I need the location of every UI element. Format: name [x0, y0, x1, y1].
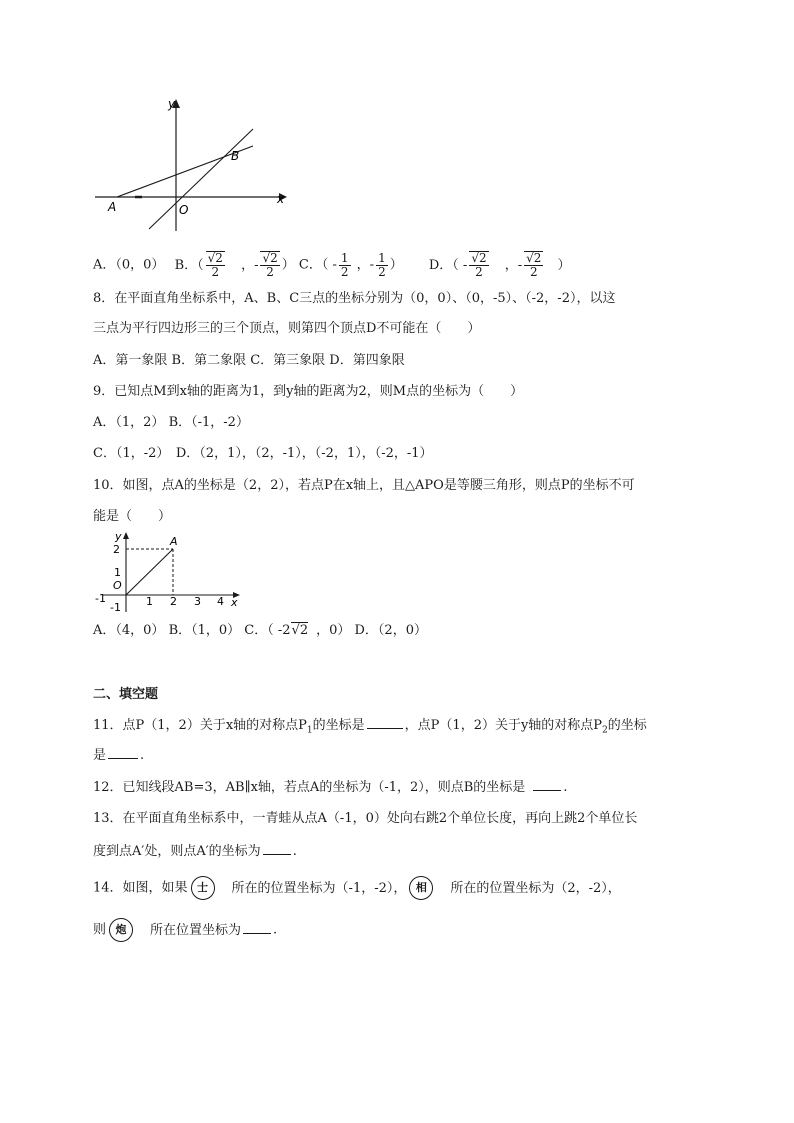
tick-ym1: -1: [110, 601, 121, 614]
q10-options-ab: A．（4，0） B．（1，0） C．（ -2: [93, 623, 291, 638]
q11-text-a: 11．点P（1，2）关于x轴的对称点P: [93, 718, 307, 733]
figure-q7-axes: [93, 96, 293, 236]
tick-xm1: -1: [95, 592, 106, 605]
q11-text-e: 是: [93, 748, 107, 763]
tick-x4: 4: [217, 595, 224, 608]
tick-x1: 1: [146, 595, 153, 608]
q7-option-a: A．（0，0）: [93, 257, 165, 273]
tick-x3: 3: [194, 595, 201, 608]
chess-piece-shi-icon: 士: [191, 876, 215, 900]
q11-sub2: 2: [602, 725, 608, 736]
q7-b-mid: ，-: [241, 257, 259, 273]
q13-line1: 13．在平面直角坐标系中，一青蛙从点A（-1，0）处向右跳2个单位长度，再向上跳2个单位长: [93, 811, 638, 826]
q13-line2: [93, 842, 297, 861]
q7-c-mid: ，-: [356, 257, 375, 273]
q10-sqrt2: √2: [291, 623, 309, 638]
q14-text-d: 则: [93, 922, 107, 938]
q11-line2: [93, 746, 144, 765]
answer-blank-12[interactable]: [533, 778, 561, 791]
q10-line2: 能是（ ）: [93, 509, 172, 524]
q7-d-end: ）: [557, 257, 571, 273]
tick-y2: 2: [113, 543, 120, 556]
q10-line1: 10．如图，点A的坐标是（2，2），若点P在x轴上，且△APO是等腰三角形，则点P的坐标不可: [93, 478, 635, 493]
label-y: y: [168, 97, 176, 111]
q7-option-d-start: D．（ -: [428, 257, 468, 273]
q11-line1: [93, 716, 647, 740]
q11-text-b: 的坐标是: [312, 718, 365, 733]
q14-text-e: 所在位置坐标为: [150, 922, 242, 938]
label-a: A: [170, 535, 178, 548]
y-axis-arrow: [123, 532, 129, 539]
q12-text: 12．已知线段AB=3，AB∥x轴，若点A的坐标为（-1，2），则点B的坐标是: [93, 780, 526, 795]
label-x: x: [231, 596, 238, 609]
answer-blank-11b[interactable]: [108, 746, 138, 759]
q9-options-cd: C．（1，-2） D．（2，1），（2，-1），（-2，1），（-2，-1）: [93, 446, 433, 461]
section-title: 二、填空题: [93, 687, 159, 702]
q12-end: .: [563, 780, 568, 795]
q10-options-cd: ，0） D．（2，0）: [316, 623, 427, 638]
q8-line2: 三点为平行四边形三的三个顶点，则第四个顶点D不可能在（ ）: [93, 321, 481, 336]
q9-options-ab: A．（1，2） B．（-1，-2）: [93, 415, 249, 430]
answer-blank-14[interactable]: [243, 921, 271, 934]
q7-option-b-start: B．（: [174, 257, 204, 273]
q7-c-frac1: $\frac{1}{2}$: [340, 250, 349, 279]
chess-piece-xiang-icon: 相: [409, 876, 433, 900]
q14-text-c: 所在的位置坐标为（2，-2），: [450, 880, 621, 896]
q14-line2: [93, 918, 277, 942]
q7-c-frac2: $\frac{1}{2}$: [378, 250, 386, 279]
q10-options: [93, 622, 427, 640]
q8-line1: 8．在平面直角坐标系中，A、B、C三点的坐标分别为（0，0）、（0，-5）、（-2，-2），以这: [93, 291, 616, 306]
answer-blank-13[interactable]: [263, 842, 291, 855]
chess-piece-pao-icon: 炮: [109, 918, 133, 942]
tick-x2: 2: [170, 595, 177, 608]
figure-q10-grid: [93, 530, 253, 614]
q7-b-frac2: $\frac{√2}{2}$: [262, 251, 278, 279]
label-origin: O: [113, 579, 122, 592]
q11-text-f: .: [140, 748, 145, 763]
q11-text-c: ，点P（1，2）关于y轴的对称点P: [404, 718, 603, 733]
q12-line: [93, 778, 567, 797]
label-x: x: [277, 192, 285, 206]
q7-c-end: ）: [389, 257, 403, 273]
q7-d-mid: ，-: [504, 257, 523, 273]
q9-stem: 9．已知点M到x轴的距离为1，到y轴的距离为2，则M点的坐标为（ ）: [93, 384, 524, 399]
q7-b-frac1: $\frac{√2}{2}$: [207, 251, 223, 279]
label-b: B: [231, 149, 240, 163]
answer-blank-11a[interactable]: [367, 716, 403, 729]
q8-options: A．第一象限 B．第二象限 C．第三象限 D．第四象限: [93, 353, 405, 368]
q14-text-b: 所在的位置坐标为（-1，-2），: [231, 880, 407, 896]
q7-options: [93, 251, 570, 279]
q11-sub1: 1: [306, 725, 313, 736]
q7-option-c-start: C．（ -: [298, 257, 337, 273]
label-a: A: [108, 200, 117, 214]
q14-text-f: .: [273, 922, 278, 938]
tick-y1: 1: [114, 566, 121, 579]
q13-text-b: .: [292, 844, 297, 859]
label-origin: O: [179, 203, 189, 217]
label-y: y: [115, 530, 122, 543]
q13-text-a: 度到点A′处，则点A′的坐标为: [93, 844, 261, 859]
q14-text-a: 14．如图，如果: [93, 880, 188, 896]
q7-d-frac1: $\frac{√2}{2}$: [471, 251, 487, 279]
segment-oa: [126, 549, 173, 595]
q7-d-frac2: $\frac{√2}{2}$: [526, 251, 542, 279]
q14-line1: [93, 876, 621, 900]
q7-b-end: ）: [281, 257, 295, 273]
q11-text-d: 的坐标: [607, 718, 647, 733]
